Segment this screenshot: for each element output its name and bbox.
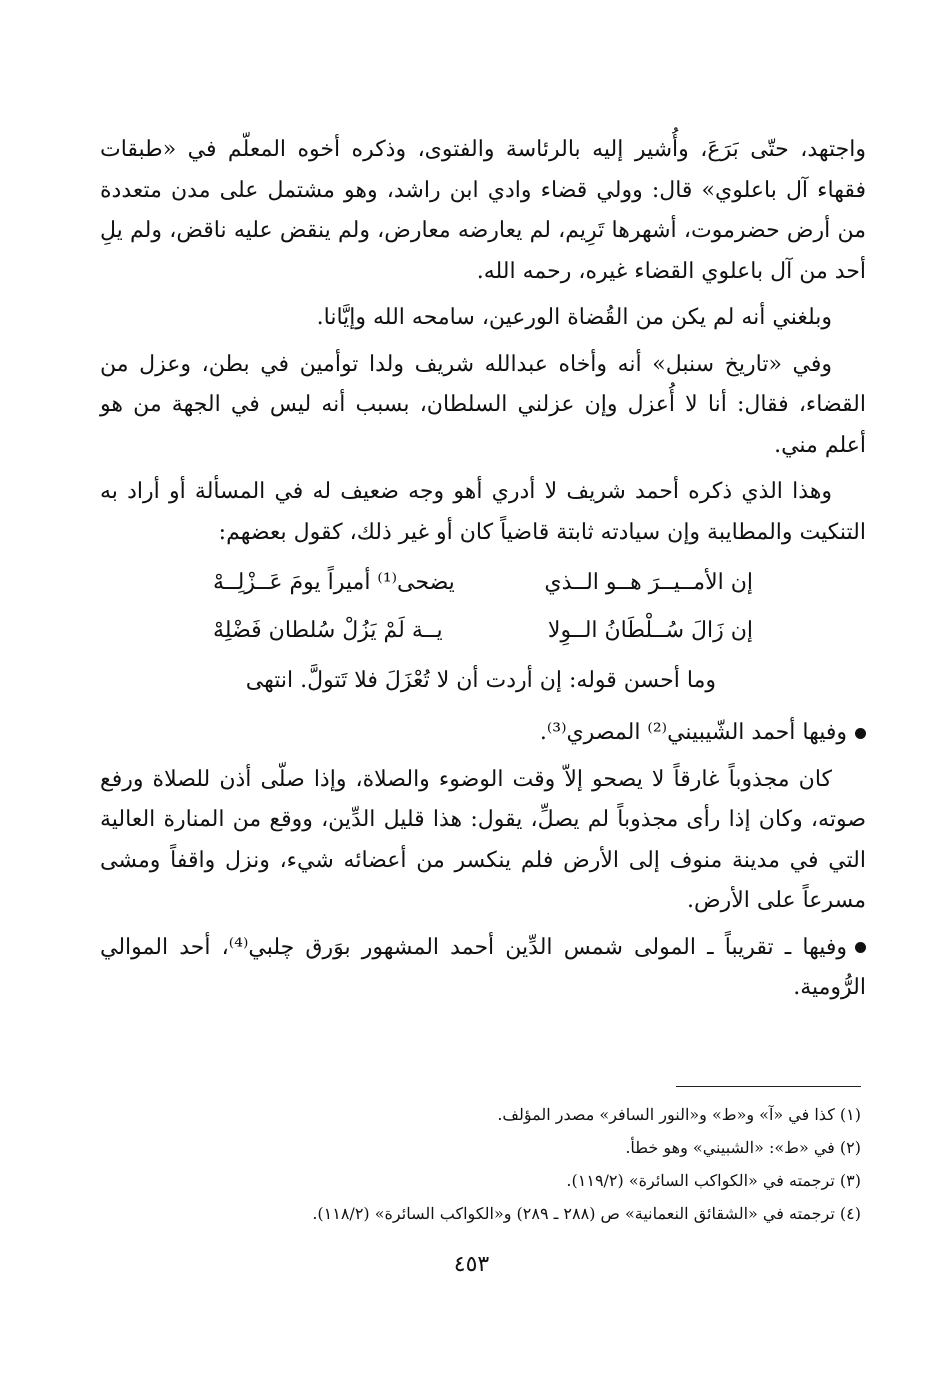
footnote-1: (١) كذا في «آ» و«ط» و«النور السافر» مصدر المؤلف. (497, 1105, 861, 1124)
paragraph-2: وبلغني أنه لم يكن من القُضاة الورعين، سامحه الله وإيَّانا. (316, 305, 832, 330)
page-number: ٤٥٣ (453, 1252, 490, 1277)
verse-1-second-hemistich: يضحى⁽¹⁾ أميراً يومَ عَــزْلِــهْ (213, 570, 455, 595)
bullet-dot-icon (855, 728, 866, 739)
main-text (100, 130, 866, 1015)
bullet-entry-1 (100, 713, 866, 754)
paragraph-1: واجتهد، حتّى بَرَعَ، وأُشير إليه بالرئاسة والفتوى، وذكره أخوه المعلّم في «طبقات فقهاء آل باعلوي» قال: وولي قضاء وادي ابن راشد، وهو مشتمل على مدن متعددة من أرض حضرموت، أشهرها تَرِيم، لم يعارضه معارض، ولم ينقض عليه ناقض، ولم يلِ أحد من آل باعلوي القضاء غيره، رحمه الله. (100, 137, 866, 284)
verse-line-1 (100, 559, 866, 607)
footnotes (101, 1098, 861, 1230)
footnote-2: (٢) في «ط»: «الشبيني» وهو خطأ. (625, 1138, 861, 1157)
footnote-4: (٤) ترجمته في «الشقائق النعمانية» ص (٢٨٨ ـ ٢٨٩) و«الكواكب السائرة» (١١٨/٢). (312, 1204, 861, 1223)
paragraph-5: كان مجذوباً غارقاً لا يصحو إلاّ وقت الوضوء والصلاة، وإذا صلّى أذن للصلاة ورفع صوته، وكان إذا رأى مجذوباً لم يصلِّ، يقول: هذا قليل الدِّين، ووقع من المنارة العالية التي في مدينة منوف إلى الأرض فلم ينكسر من أعضائه شيء، ونزل واقفاً ومشى مسرعاً على الأرض. (100, 766, 866, 913)
footnote-separator (676, 1086, 861, 1087)
verse-1-first-hemistich: إن الأمــيــرَ هــو الــذي (544, 570, 753, 595)
bullet-entry-1-text: وفيها أحمد الشّيبيني⁽²⁾ المصري⁽³⁾. (539, 720, 847, 745)
bullet-entry-2 (100, 928, 866, 1009)
paragraph-4: وهذا الذي ذكره أحمد شريف لا أدري أهو وجه ضعيف له في المسألة أو أراد به التنكيت والمطايبة وإن سيادته ثابتة قاضياً كان أو غير ذلك، كقول بعضهم: (100, 479, 866, 545)
verse-line-2 (100, 607, 866, 655)
verse-2-first-hemistich: إن زَالَ سُــلْطَانُ الــوِلا (547, 618, 753, 643)
bullet-dot-icon (855, 942, 866, 953)
paragraph-3: وفي «تاريخ سنبل» أنه وأخاه عبدالله شريف ولدا توأمين في بطن، وعزل من القضاء، فقال: أنا لا أُعزل وإن عزلني السلطان، بسبب أنه ليس في الجهة من هو أعلم مني. (100, 351, 866, 458)
quote-closing-line: وما أحسن قوله: إن أردت أن لا تُعْزَلَ فلا تَتولَّ. انتهى (245, 668, 716, 693)
verse-2-second-hemistich: يــة لَمْ يَزُلْ سُلطان فَضْلِهْ (213, 618, 443, 643)
footnote-3: (٣) ترجمته في «الكواكب السائرة» (١١٩/٢). (566, 1171, 861, 1190)
bullet-entry-2-text: وفيها ـ تقريباً ـ المولى شمس الدِّين أحمد المشهور بوَرق چلبي⁽⁴⁾، أحد الموالي الرُّومية. (100, 934, 866, 1000)
